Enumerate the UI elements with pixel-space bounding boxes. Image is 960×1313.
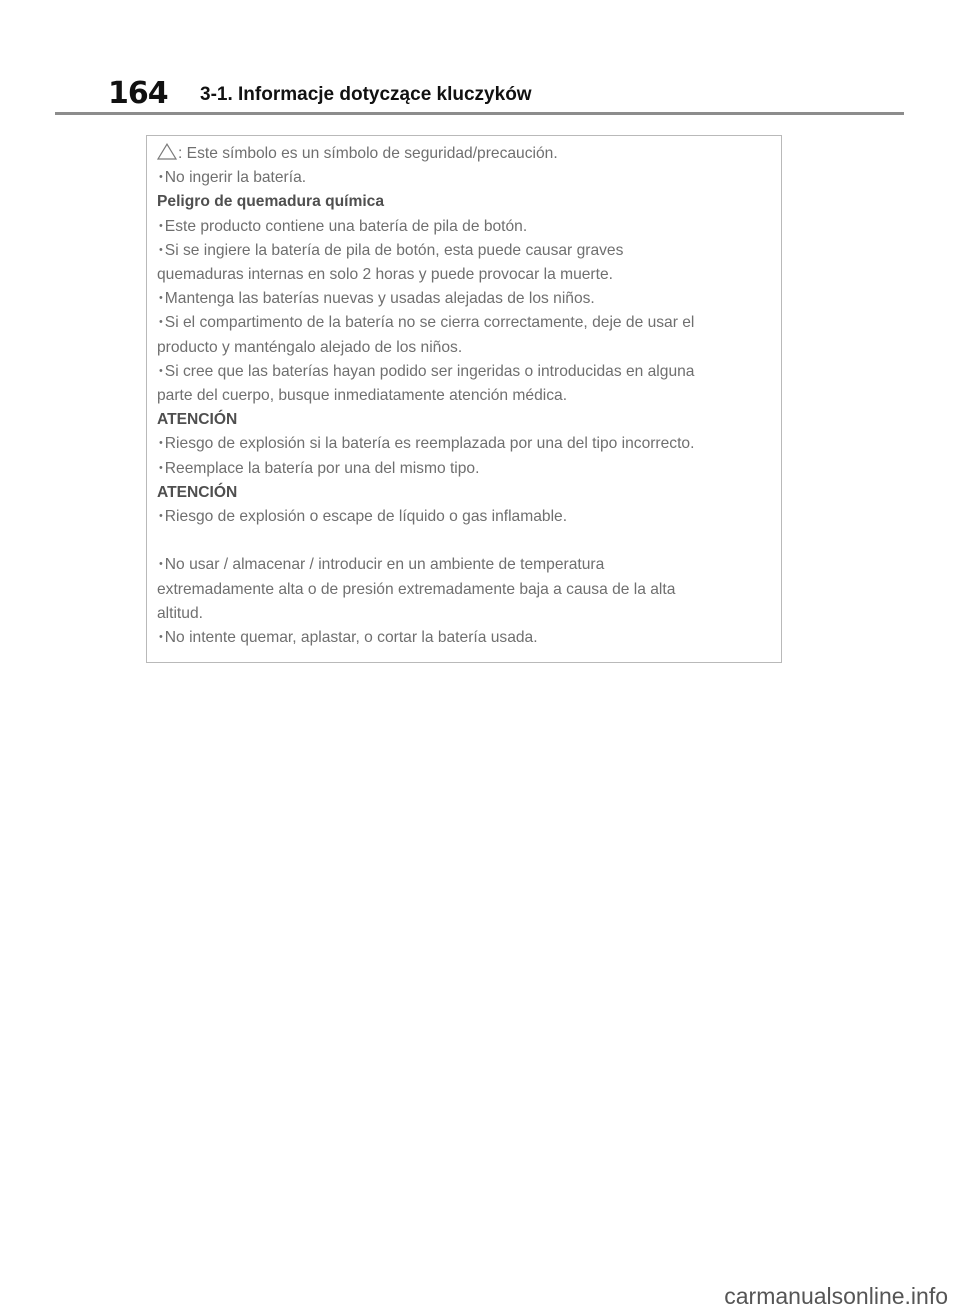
notice-line <box>157 578 777 602</box>
notice-line-text: ･Riesgo de explosión si la batería es reemplazada por una del tipo incorrecto. <box>157 435 695 453</box>
notice-line <box>157 336 777 360</box>
page-header <box>0 0 960 120</box>
notice-line <box>157 505 777 529</box>
notice-line-text: ･No ingerir la batería. <box>157 169 307 187</box>
notice-line-text: ･No usar / almacenar / introducir en un ambiente de temperatura <box>157 556 605 574</box>
notice-line <box>157 602 777 626</box>
page-number: 164 <box>108 76 168 111</box>
notice-line <box>157 215 777 239</box>
notice-line-text: parte del cuerpo, busque inmediatamente atención médica. <box>157 387 568 405</box>
notice-heading <box>157 190 777 214</box>
notice-line-text: ATENCIÓN <box>157 483 238 501</box>
notice-line-text: : Este símbolo es un símbolo de seguridad/precaución. <box>178 145 558 162</box>
notice-line-text: Peligro de quemadura química <box>157 193 385 211</box>
notice-line-text: ･Mantenga las baterías nuevas y usadas alejadas de los niños. <box>157 290 595 308</box>
notice-line-text: producto y manténgalo alejado de los niños. <box>157 338 463 356</box>
warning-triangle-icon <box>157 143 177 160</box>
notice-line-text: extremadamente alta o de presión extremadamente baja a causa de la alta <box>157 580 676 598</box>
notice-line-text: ･Riesgo de explosión o escape de líquido o gas inflamable. <box>157 508 568 526</box>
notice-line <box>157 457 777 481</box>
notice-line <box>157 311 777 335</box>
notice-line-text: ･Si se ingiere la batería de pila de botón, esta puede causar graves <box>157 241 624 259</box>
notice-line <box>157 626 777 650</box>
notice-line-text: ･Si cree que las baterías hayan podido ser ingeridas o introducidas en alguna <box>157 362 695 380</box>
notice-line <box>157 432 777 456</box>
notice-heading <box>157 481 777 505</box>
header-divider <box>55 112 904 115</box>
notice-line <box>157 239 777 263</box>
notice-line-text: ATENCIÓN <box>157 411 238 429</box>
watermark[interactable]: carmanualsonline.info <box>724 1283 948 1309</box>
notice-line-text: quemaduras internas en solo 2 horas y puede provocar la muerte. <box>157 266 613 284</box>
notice-line <box>157 166 777 190</box>
notice-line <box>157 360 777 384</box>
notice-spacer <box>157 529 777 553</box>
notice-line-text: ･Este producto contiene una batería de pila de botón. <box>157 217 528 235</box>
notice-line <box>157 384 777 408</box>
battery-warning-text <box>157 142 777 650</box>
notice-line <box>157 553 777 577</box>
notice-line-text: altitud. <box>157 604 203 622</box>
section-title: 3-1. Informacje dotyczące kluczyków <box>200 84 532 105</box>
notice-heading <box>157 408 777 432</box>
notice-line <box>157 263 777 287</box>
notice-line <box>157 142 777 166</box>
notice-line-text: ･No intente quemar, aplastar, o cortar la batería usada. <box>157 629 538 647</box>
notice-line-text: ･Si el compartimento de la batería no se cierra correctamente, deje de usar el <box>157 314 695 332</box>
notice-line <box>157 287 777 311</box>
notice-line-text: ･Reemplace la batería por una del mismo tipo. <box>157 459 480 477</box>
